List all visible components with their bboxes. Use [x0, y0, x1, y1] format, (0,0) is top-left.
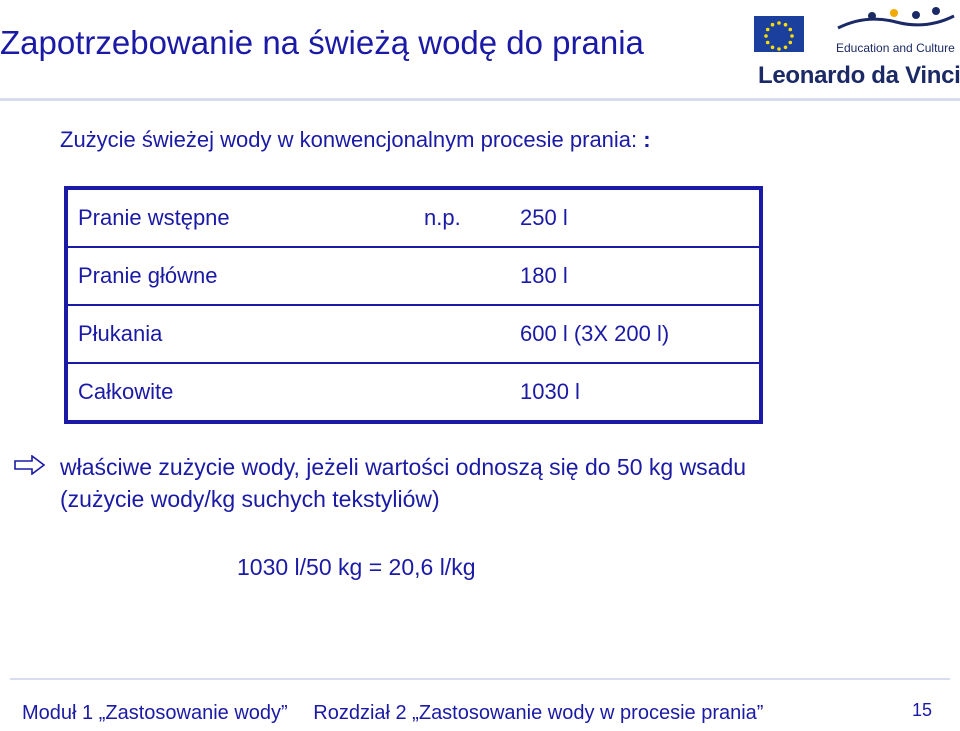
row-note — [414, 305, 510, 363]
bullet-line-2: (zużycie wody/kg suchych tekstyliów) — [60, 486, 440, 512]
row-label: Pranie wstępne — [78, 205, 230, 230]
table-row — [66, 363, 761, 422]
subtitle-colon: : — [643, 127, 651, 152]
slide-title: Zapotrzebowanie na świeżą wodę do prania — [0, 24, 644, 61]
row-label: Całkowite — [66, 363, 414, 422]
calculation-formula: 1030 l/50 kg = 20,6 l/kg — [237, 554, 476, 580]
footer-chapter: Rozdział 2 „Zastosowanie wody w procesie prania” — [313, 702, 764, 724]
footer — [22, 702, 783, 725]
eu-flag-icon — [754, 16, 804, 52]
row-label: Pranie główne — [66, 247, 414, 305]
bullet-line-1: właściwe zużycie wody, jeżeli wartości odnoszą się do 50 kg wsadu — [60, 454, 747, 480]
row-note — [414, 247, 510, 305]
table-row — [66, 305, 761, 363]
row-value: 250 l — [520, 205, 568, 230]
subtitle-text: Zużycie świeżej wody w konwencjonalnym procesie prania: — [60, 127, 638, 152]
bullet-text — [60, 451, 746, 515]
footer-divider — [10, 678, 950, 680]
lifelong-learning-emblem-icon — [836, 6, 956, 36]
footer-module: Moduł 1 „Zastosowanie wody” — [22, 702, 288, 724]
arrow-bullet-icon — [14, 455, 46, 475]
logo-leonardo-da-vinci: Leonardo da Vinci — [758, 62, 960, 89]
table-row — [66, 247, 761, 305]
leonardo-logo — [754, 6, 960, 96]
row-label: Płukania — [66, 305, 414, 363]
row-note — [414, 363, 510, 422]
row-note: n.p. — [424, 205, 461, 230]
table-row — [66, 188, 761, 247]
row-value: 180 l — [510, 247, 761, 305]
row-value: 1030 l — [510, 363, 761, 422]
title-divider — [0, 98, 960, 101]
logo-education-culture: Education and Culture — [836, 41, 955, 55]
page-number: 15 — [912, 700, 933, 720]
water-usage-table — [64, 186, 763, 424]
subtitle — [60, 127, 651, 153]
row-value: 600 l (3X 200 l) — [510, 305, 761, 363]
